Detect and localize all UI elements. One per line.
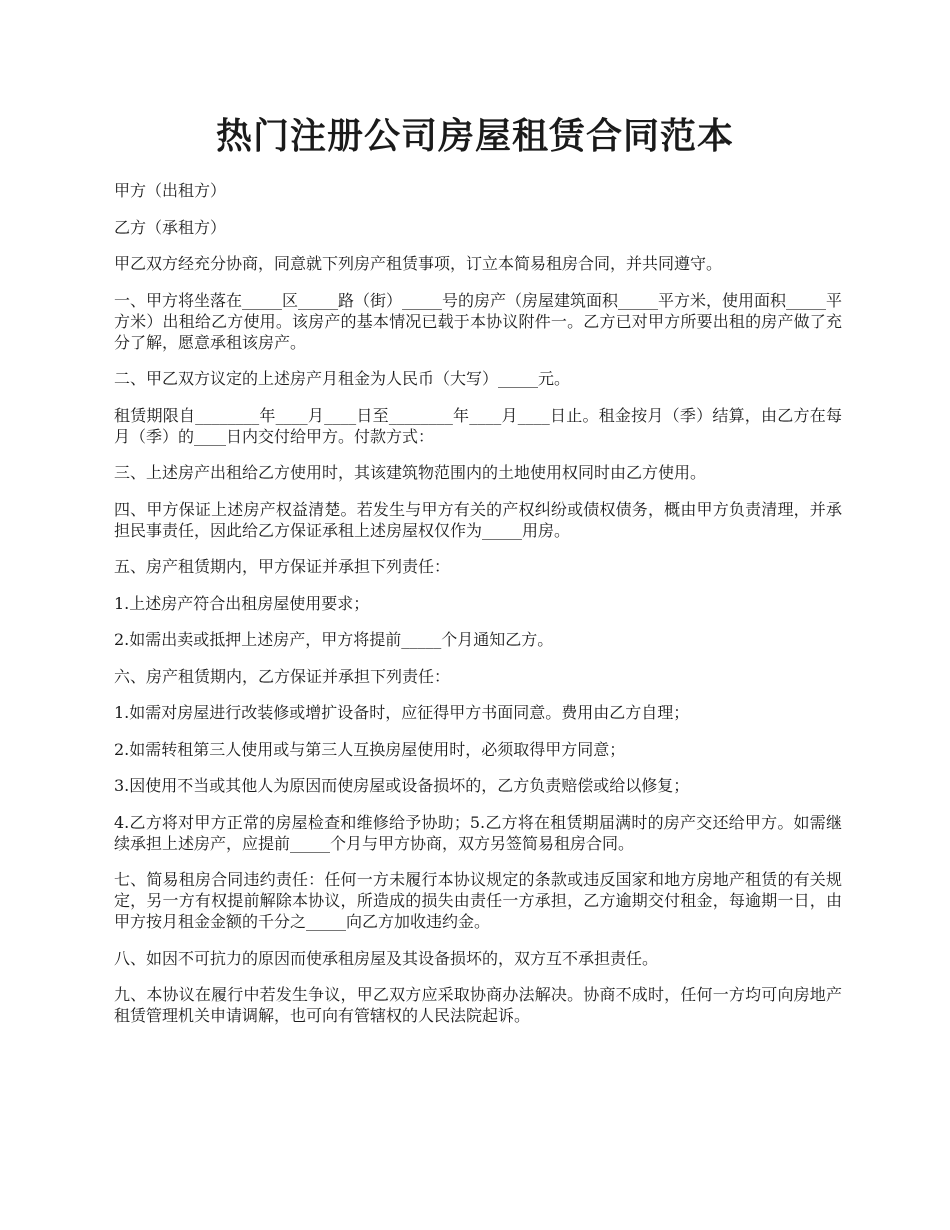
preamble-paragraph: 甲乙双方经充分协商，同意就下列房产租赁事项，订立本简易租房合同，并共同遵守。 xyxy=(114,254,723,273)
lessor-duty-2: 2.如需出卖或抵押上述房产，甲方将提前_____个月通知乙方。 xyxy=(114,630,554,649)
clause-2-rent: 二、甲乙双方议定的上述房产月租金为人民币（大写）_____元。 xyxy=(114,369,571,388)
document-title: 热门注册公司房屋租赁合同范本 xyxy=(215,115,734,157)
clause-1-property: 一、甲方将坐落在_____区_____路（街）_____号的房产（房屋建筑面积_____平方米，使用面积_____平方米）出租给乙方使用。该房产的基本情况已载于本协议附件一。乙方已对甲方所要出租的房产做了充分了解，愿意承租该房产。 xyxy=(114,290,843,352)
clause-9-disputes: 九、本协议在履行中若发生争议，甲乙双方应采取协商办法解决。协商不成时，任何一方均可向房地产租赁管理机关申请调解，也可向有管辖权的人民法院起诉。 xyxy=(114,985,842,1025)
clause-4-title-guarantee: 四、甲方保证上述房产权益清楚。若发生与甲方有关的产权纠纷或债权债务，概由甲方负责清理，并承担民事责任，因此给乙方保证承租上述房屋权仅作为_____用房。 xyxy=(114,499,842,540)
party-b-line: 乙方（承租方） xyxy=(114,217,227,237)
lessor-duty-1: 1.上述房产符合出租房屋使用要求； xyxy=(114,593,370,613)
party-a-line: 甲方（出租方） xyxy=(114,181,227,200)
lessee-duty-3: 3.因使用不当或其他人为原因而使房屋或设备损坏的，乙方负责赔偿或给以修复； xyxy=(114,776,690,795)
clause-5-lessor-duties: 五、房产租赁期内，甲方保证并承担下列责任： xyxy=(114,557,451,576)
clause-3-land-use: 三、上述房产出租给乙方使用时，其该建筑物范围内的土地使用权同时由乙方使用。 xyxy=(114,463,707,482)
clause-6-lessee-duties: 六、房产租赁期内，乙方保证并承担下列责任： xyxy=(114,666,451,686)
lease-term-paragraph: 租赁期限自________年____月____日至________年____月____日止。租金按月（季）结算，由乙方在每月（季）的____日内交付给甲方。付款方式： xyxy=(114,405,842,446)
lessee-duty-4-5: 4.乙方将对甲方正常的房屋检查和维修给予协助；5.乙方将在租赁期届满时的房产交还给甲方。如需继续承担上述房产，应提前_____个月与甲方协商，双方另签简易租房合同。 xyxy=(114,812,842,853)
clause-8-force-majeure: 八、如因不可抗力的原因而使承租房屋及其设备损坏的，双方互不承担责任。 xyxy=(114,948,659,968)
lessee-duty-2: 2.如需转租第三人使用或与第三人互换房屋使用时，必须取得甲方同意； xyxy=(114,739,626,759)
document-body xyxy=(114,180,842,1042)
lessee-duty-1: 1.如需对房屋进行改装修或增扩设备时，应征得甲方书面同意。费用由乙方自理； xyxy=(114,703,690,722)
clause-7-breach: 七、简易租房合同违约责任：任何一方未履行本协议规定的条款或违反国家和地方房地产租赁的有关规定，另一方有权提前解除本协议，所造成的损失由责任一方承担，乙方逾期交付租金，每逾期一日，由甲方按月租金金额的千分之_____向乙方加收违约金。 xyxy=(114,870,842,931)
